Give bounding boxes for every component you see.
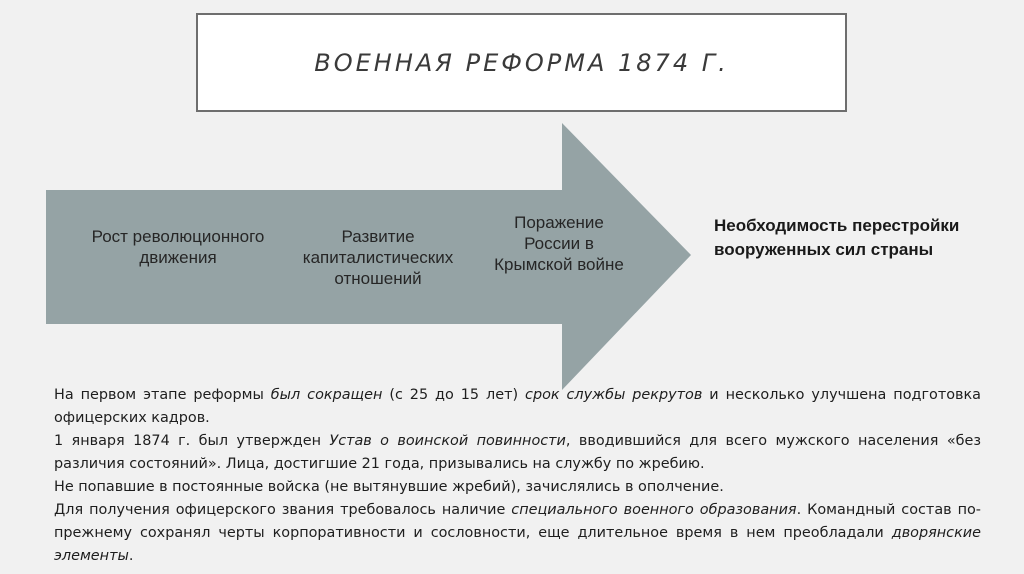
- emphasis-text: был сокращен: [270, 387, 383, 403]
- body-paragraph: [54, 384, 981, 430]
- paragraph-text: .: [128, 548, 134, 564]
- cause-crimean-war-defeat: Поражение России в Крымской войне: [494, 213, 624, 274]
- cause-revolutionary-movement: Рост революционного движения: [91, 227, 265, 267]
- paragraph-text: Не попавшие в постоянные войска (не вытянувшие жребий), зачислялись в ополчение.: [54, 479, 724, 495]
- body-paragraph: [54, 430, 981, 476]
- paragraph-text: и несколько улучшена подготовка офицерских кадров.: [54, 387, 981, 426]
- paragraph-text: (с 25 до 15 лет): [382, 387, 526, 403]
- paragraph-text: Для получения офицерского звания требовалось наличие: [54, 502, 512, 518]
- result-text: Необходимость перестройки вооруженных сил страны: [714, 216, 960, 259]
- body-paragraph: [54, 499, 981, 568]
- slide-title: ВОЕННАЯ РЕФОРМА 1874 Г.: [314, 48, 729, 77]
- body-paragraph: [54, 476, 981, 499]
- body-text: [54, 384, 981, 568]
- emphasis-text: срок службы рекрутов: [525, 387, 703, 403]
- paragraph-text: 1 января 1874 г. был утвержден: [54, 433, 330, 449]
- paragraph-text: На первом этапе реформы: [54, 387, 271, 403]
- cause-capitalist-development: Развитие капиталистических отношений: [302, 227, 454, 288]
- emphasis-text: дворянские элементы: [54, 525, 981, 564]
- paragraph-text: . Командный состав по-прежнему сохранял черты корпоративности и сословности, еще длительное время в нем преобладали: [54, 502, 981, 541]
- emphasis-text: специального военного образования: [511, 502, 797, 518]
- emphasis-text: Устав о воинской повинности: [329, 433, 566, 449]
- paragraph-text: , вводившийся для всего мужского населения «без различия состояний». Лица, достигшие 21 года, призывались на службу по жребию.: [54, 433, 982, 472]
